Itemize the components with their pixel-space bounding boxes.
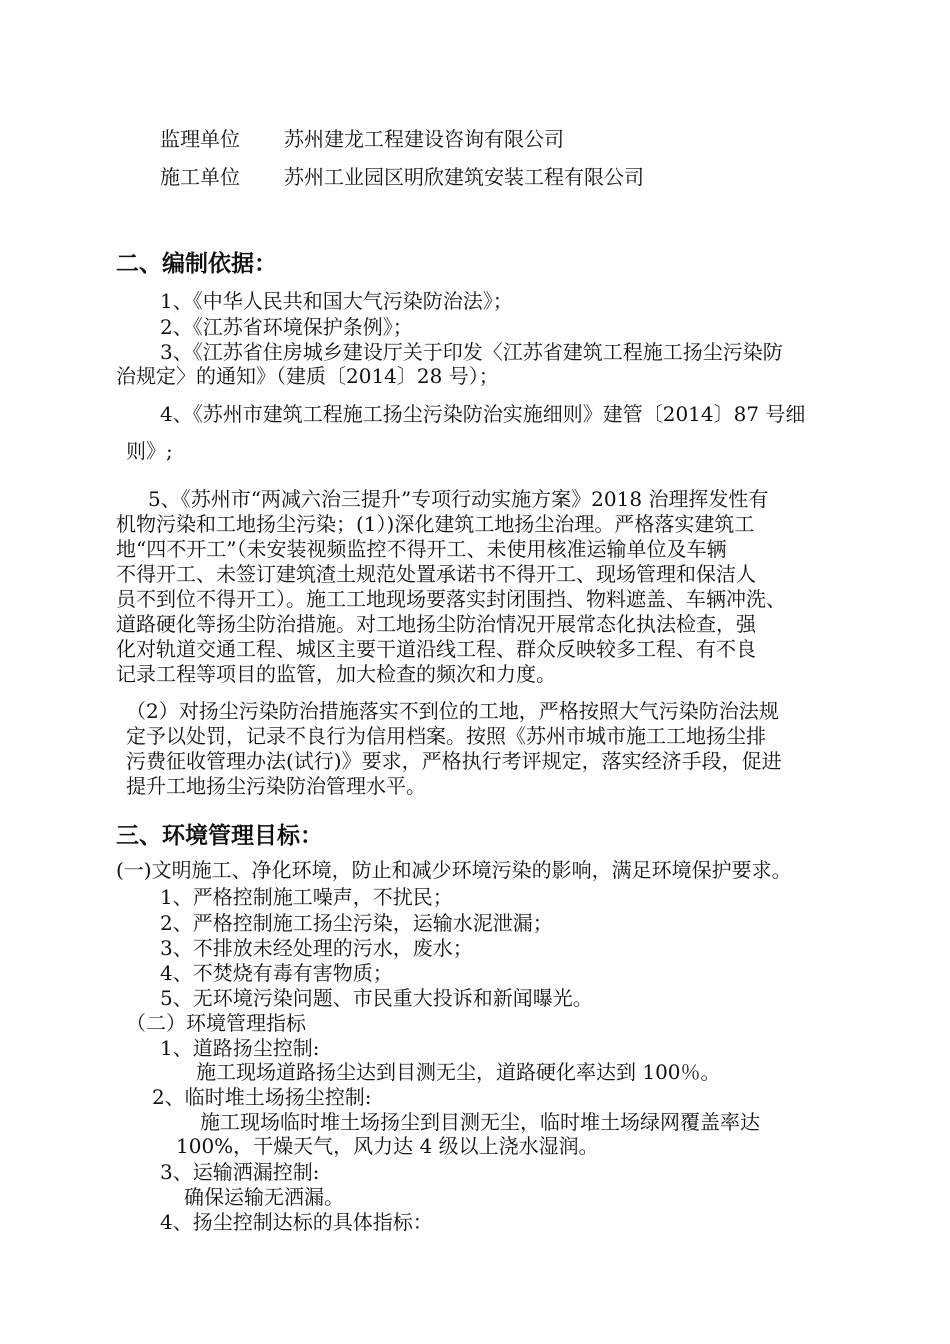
goal-line: 100%，干燥天气，风力达 4 级以上浇水湿润。 (176, 1134, 599, 1158)
goal-line: 5、无环境污染问题、市民重大投诉和新闻曝光。 (160, 986, 593, 1010)
basis-paragraph-line: 提升工地扬尘污染防治管理水平。 (126, 774, 426, 798)
goal-line: 1、道路扬尘控制: (160, 1036, 320, 1060)
section-heading-goals: 三、环境管理目标： (116, 823, 323, 849)
section-heading-basis: 二、编制依据： (116, 251, 277, 277)
basis-paragraph-line: 不得开工、未签订建筑渣土规范处置承诺书不得开工、现场管理和保洁人 (116, 562, 756, 586)
goal-line: 1、严格控制施工噪声，不扰民； (160, 885, 453, 909)
contractor-value: 苏州工业园区明欣建筑安装工程有限公司 (284, 165, 644, 189)
basis-item: 3、《江苏省住房城乡建设厅关于印发〈江苏省建筑工程施工扬尘污染防 (160, 340, 783, 364)
basis-item-continued: 则》; (126, 439, 173, 463)
goal-line: 施工现场临时堆土场扬尘到目测无尘，临时堆土场绿网覆盖率达 (200, 1110, 760, 1134)
goal-line: 2、严格控制施工扬尘污染，运输水泥泄漏； (160, 911, 553, 935)
goal-line: （二）环境管理指标 (126, 1011, 306, 1035)
basis-paragraph-line: 道路硬化等扬尘防治措施。对工地扬尘防治情况开展常态化执法检查，强 (116, 612, 756, 636)
goal-line: 3、不排放未经处理的污水，废水； (160, 936, 473, 960)
basis-item: 1、《中华人民共和国大气污染防治法》； (160, 289, 513, 313)
basis-paragraph-line: 定予以处罚，记录不良行为信用档案。按照《苏州市城市施工工地扬尘排 (126, 724, 766, 748)
goal-line: 4、不焚烧有毒有害物质； (160, 961, 393, 985)
basis-paragraph-line: 机物污染和工地扬尘污染；(1）)深化建筑工地扬尘治理。严格落实建筑工 (116, 512, 755, 536)
goal-line: 2、临时堆土场扬尘控制: (152, 1085, 372, 1109)
supervisor-label: 监理单位 (160, 127, 240, 151)
basis-item-continued: 治规定〉的通知》（建质〔2014〕28 号）； (116, 364, 499, 388)
goal-line: (一)文明施工、净化环境，防止和减少环境污染的影响，满足环境保护要求。 (116, 858, 792, 882)
contractor-row (160, 165, 644, 189)
basis-item: 4、《苏州市建筑工程施工扬尘污染防治实施细则》建管〔2014〕87 号细 (160, 402, 806, 426)
goal-line: 3、运输洒漏控制: (160, 1160, 320, 1184)
goal-line: 施工现场道路扬尘达到目测无尘，道路硬化率达到 100％。 (196, 1060, 721, 1084)
goal-line: 4、扬尘控制达标的具体指标： (160, 1210, 433, 1234)
basis-paragraph-line: 员不到位不得开工）。施工工地现场要落实封闭围挡、物料遮盖、车辆冲洗、 (116, 587, 786, 611)
basis-paragraph-line: 记录工程等项目的监管，加大检查的频次和力度。 (116, 662, 556, 686)
supervisor-row (160, 127, 564, 151)
basis-item: 5、《苏州市“两减六治三提升”专项行动实施方案》2018 治理挥发性有 (148, 487, 769, 511)
basis-paragraph-line: （2）对扬尘污染防治措施落实不到位的工地，严格按照大气污染防治法规 (126, 699, 779, 723)
supervisor-value: 苏州建龙工程建设咨询有限公司 (284, 127, 564, 151)
basis-paragraph-line: 地“四不开工”（未安装视频监控不得开工、未使用核准运输单位及车辆 (116, 537, 727, 561)
goal-line: 确保运输无洒漏。 (184, 1185, 344, 1209)
contractor-label: 施工单位 (160, 165, 240, 189)
basis-paragraph-line: 污费征收管理办法(试行)》要求，严格执行考评规定，落实经济手段，促进 (126, 749, 782, 773)
basis-item: 2、《江苏省环境保护条例》； (160, 315, 413, 339)
basis-paragraph-line: 化对轨道交通工程、城区主要干道沿线工程、群众反映较多工程、有不良 (116, 637, 756, 661)
